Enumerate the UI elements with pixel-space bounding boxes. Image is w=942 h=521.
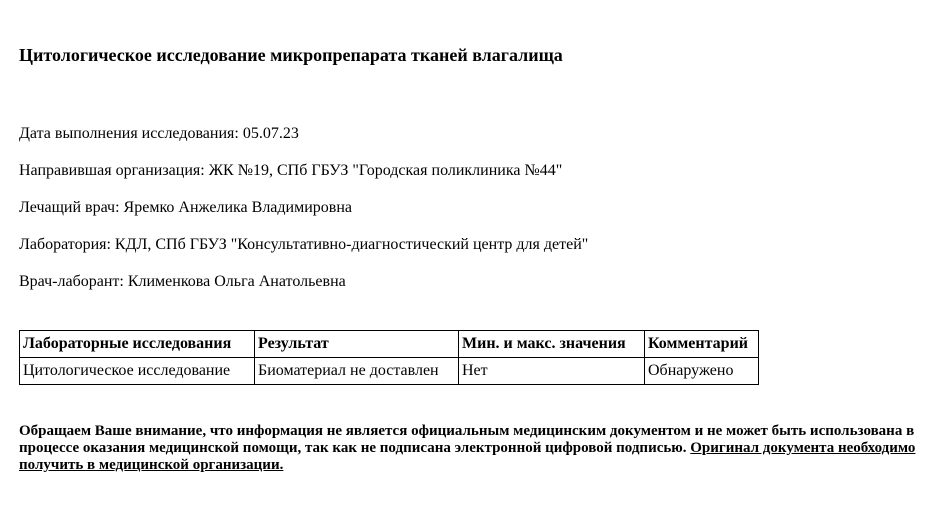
test-date: Дата выполнения исследования: 05.07.23 [19, 125, 299, 142]
table-row [20, 358, 759, 385]
column-header-result: Результат [255, 331, 459, 358]
cell-test-name: Цитологическое исследование [20, 358, 255, 385]
cell-comment: Обнаружено [645, 358, 759, 385]
disclaimer-notice [19, 423, 939, 474]
table-header-row [20, 331, 759, 358]
attending-doctor: Лечащий врач: Яремко Анжелика Владимировна [19, 199, 353, 216]
column-header-range: Мин. и макс. значения [459, 331, 645, 358]
lab-doctor: Врач-лаборант: Клименкова Ольга Анатольевна [19, 273, 346, 290]
column-header-comment: Комментарий [645, 331, 759, 358]
laboratory: Лаборатория: КДЛ, СПб ГБУЗ "Консультативно-диагностический центр для детей" [19, 236, 589, 253]
referring-organization: Направившая организация: ЖК №19, СПб ГБУЗ "Городская поликлиника №44" [19, 162, 563, 179]
column-header-tests: Лабораторные исследования [20, 331, 255, 358]
cell-result: Биоматериал не доставлен [255, 358, 459, 385]
disclaimer-text: Обращаем Ваше внимание, что информация не является официальным медицинским документом и не может быть использована в процессе оказания медицинской помощи, так как не подписана электронной цифровой подписью. [19, 423, 915, 456]
cell-range: Нет [459, 358, 645, 385]
results-table [19, 330, 759, 385]
disclaimer-original-note: Оригинал документа необходимо получить в медицинской организации. [19, 440, 916, 473]
page-title: Цитологическое исследование микропрепарата тканей влагалища [19, 45, 563, 65]
